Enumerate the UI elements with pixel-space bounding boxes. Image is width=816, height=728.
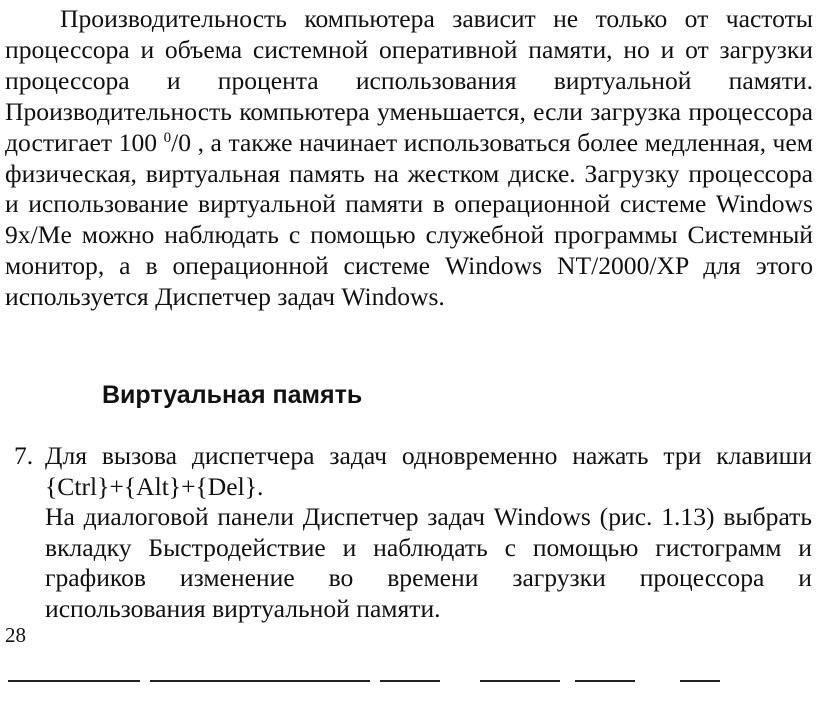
step-instruction-1: Для вызова диспетчера задач одновременно нажать три клавиши {Ctrl}+{Alt}+{Del}. xyxy=(45,441,812,501)
percent-superscript: 0 xyxy=(163,129,172,146)
section-heading: Виртуальная память xyxy=(102,381,363,409)
paragraph-text-end: /0 , а также начинает использоваться более медленная, чем физическая, виртуальная память на жестком диске. Загрузку процессора и использование виртуальной памяти в операционной системе Windows 9x/Me можно наблюдать с помощью служебной программы Системный монитор, а в операционной системе Windows NT/2000/XP для этого используется Диспетчер задач Windows. xyxy=(5,127,813,312)
scan-artifact-lines xyxy=(0,676,816,686)
body-paragraph xyxy=(5,4,813,313)
step-instruction-2: На диалоговой панели Диспетчер задач Windows (рис. 1.13) выбрать вкладку Быстродействие и наблюдать с помощью гистограмм и графиков изменение во времени загрузки процессора и использования виртуальной памяти. xyxy=(45,502,812,623)
paragraph-text-start: Производительность компьютера зависит не только от частоты процессора и объема системной оперативной памяти, но и от загрузки процессора и процента использования виртуальной памяти. Производительность компьютера уменьшается, если загрузка процессора достигает 100 xyxy=(5,4,813,157)
step-body xyxy=(45,441,812,625)
step-number: 7. xyxy=(14,441,34,470)
numbered-step xyxy=(14,441,812,625)
page-number: 28 xyxy=(5,623,26,647)
